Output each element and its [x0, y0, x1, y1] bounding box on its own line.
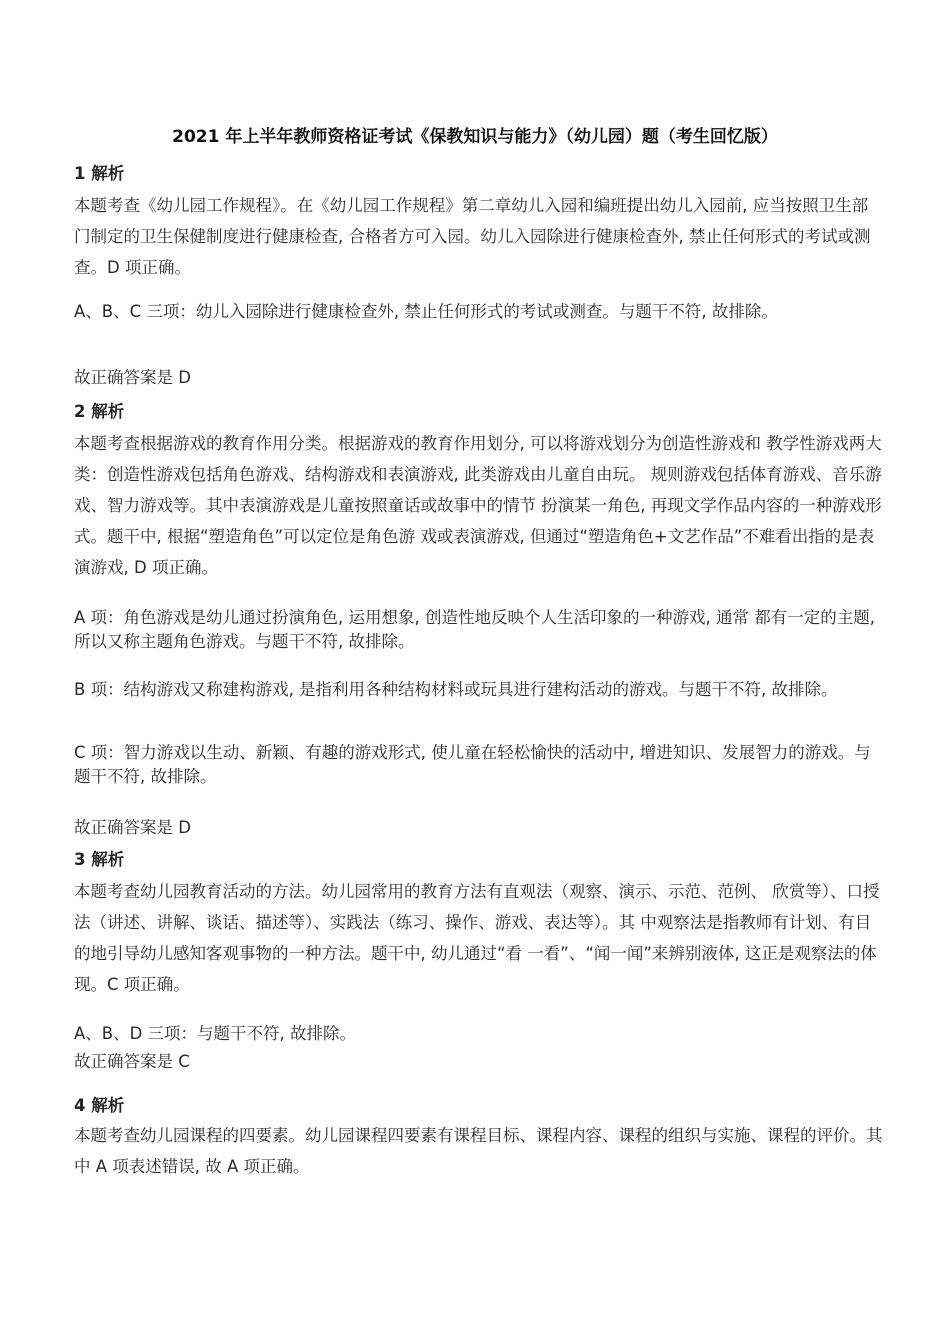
- q3-explanation: 本题考查幼儿园教育活动的方法。幼儿园常用的教育方法有直观法（观察、演示、示范、范例、 欣赏等）、口授法（讲述、讲解、谈话、描述等）、实践法（练习、操作、游戏、表达等）。其 中观察法是指教师有计划、有目的地引导幼儿感知客观事物的一种方法。题干中, 幼儿通过“看 一看”、“闻一闻”来辨别液体, 这正是观察法的体现。C 项正确。: [74, 882, 880, 994]
- document-title: 2021 年上半年教师资格证考试《保教知识与能力》（幼儿园）题（考生回忆版）: [172, 127, 778, 147]
- q2-option-c: C 项：智力游戏以生动、新颖、有趣的游戏形式, 使儿童在轻松愉快的活动中, 增进知识、发展智力的游戏。与题干不符, 故排除。: [74, 743, 871, 786]
- q4-explanation: 本题考查幼儿园课程的四要素。幼儿园课程四要素有课程目标、课程内容、课程的组织与实施、课程的评价。其中 A 项表述错误, 故 A 项正确。: [74, 1126, 883, 1176]
- q1-answer: 故正确答案是 D: [74, 368, 191, 387]
- q2-heading: 2 解析: [74, 402, 125, 421]
- q1-options-note: A、B、C 三项：幼儿入园除进行健康检查外, 禁止任何形式的考试或测查。与题干不符, 故排除。: [74, 302, 778, 321]
- q1-heading: 1 解析: [74, 164, 125, 183]
- q3-heading: 3 解析: [74, 850, 125, 869]
- q3-options-note: A、B、D 三项：与题干不符, 故排除。: [74, 1024, 357, 1043]
- q4-heading: 4 解析: [74, 1096, 125, 1115]
- q2-answer: 故正确答案是 D: [74, 818, 191, 837]
- q2-option-a: A 项：角色游戏是幼儿通过扮演角色, 运用想象, 创造性地反映个人生活印象的一种游戏, 通常 都有一定的主题, 所以又称主题角色游戏。与题干不符, 故排除。: [74, 608, 875, 651]
- q3-answer: 故正确答案是 C: [74, 1052, 190, 1071]
- q1-explanation: 本题考查《幼儿园工作规程》。在《幼儿园工作规程》第二章幼儿入园和编班提出幼儿入园前, 应当按照卫生部门制定的卫生保健制度进行健康检查, 合格者方可入园。幼儿入园除进行健康检查外, 禁止任何形式的考试或测查。D 项正确。: [74, 196, 871, 277]
- q2-option-b: B 项：结构游戏又称建构游戏, 是指利用各种结构材料或玩具进行建构活动的游戏。与题干不符, 故排除。: [74, 680, 838, 699]
- q2-explanation: 本题考查根据游戏的教育作用分类。根据游戏的教育作用划分, 可以将游戏划分为创造性游戏和 教学性游戏两大类：创造性游戏包括角色游戏、结构游戏和表演游戏, 此类游戏由儿童自由玩。 规则游戏包括体育游戏、音乐游戏、智力游戏等。其中表演游戏是儿童按照童话或故事中的情节 扮演某一角色, 再现文学作品内容的一种游戏形式。题干中, 根据“塑造角色”可以定位是角色游 戏或表演游戏, 但通过“塑造角色+文艺作品”不难看出指的是表演游戏, D 项正确。: [74, 434, 882, 577]
